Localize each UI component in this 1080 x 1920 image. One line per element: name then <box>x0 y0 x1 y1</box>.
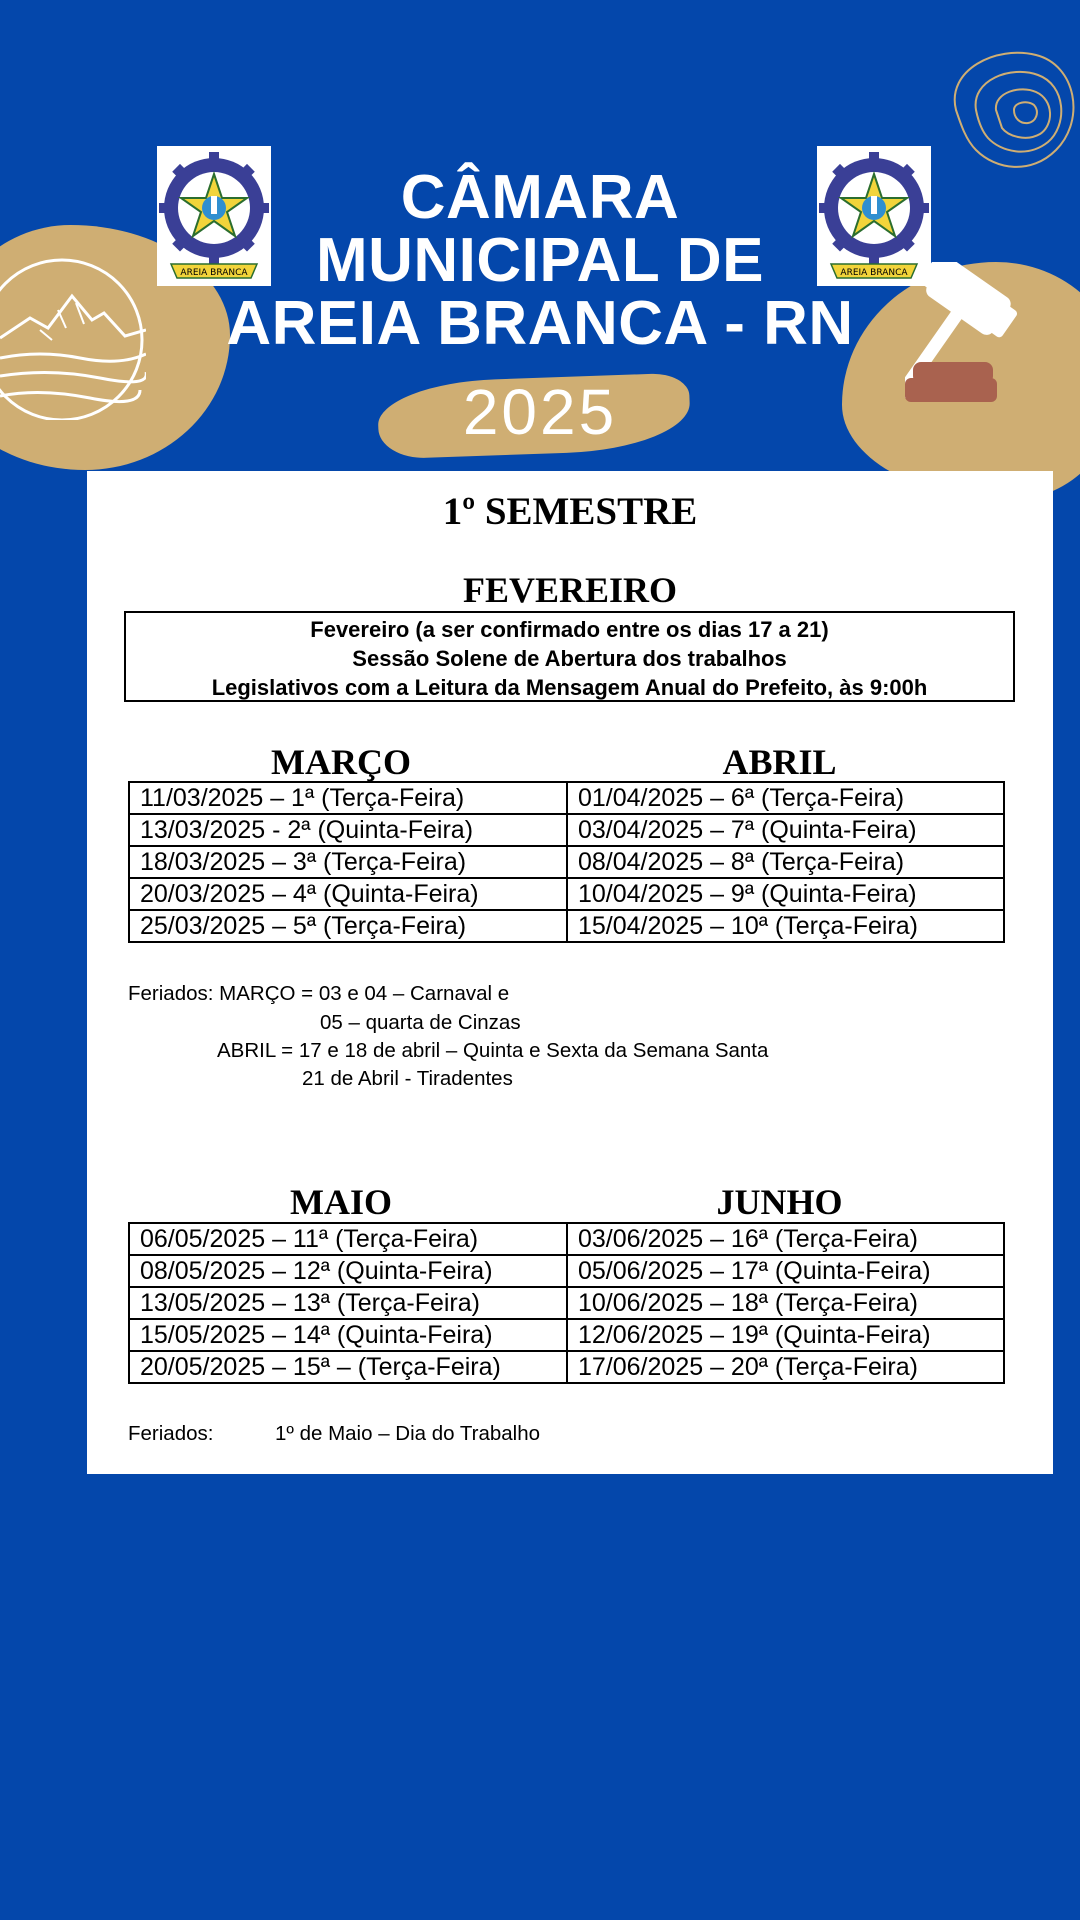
table-cell: 12/06/2025 – 19ª (Quinta-Feira) <box>567 1319 1004 1351</box>
table-cell: 10/04/2025 – 9ª (Quinta-Feira) <box>567 878 1004 910</box>
semester-heading: 1º SEMESTRE <box>442 490 698 533</box>
february-line-2: Sessão Solene de Abertura dos trabalhos <box>352 646 787 671</box>
table-cell: 03/04/2025 – 7ª (Quinta-Feira) <box>567 814 1004 846</box>
february-line-1: Fevereiro (a ser confirmado entre os dias 17 a 21) <box>310 617 829 642</box>
page-title <box>180 165 900 356</box>
table-cell: 20/03/2025 – 4ª (Quinta-Feira) <box>129 878 567 910</box>
table-cell: 01/04/2025 – 6ª (Terça-Feira) <box>567 782 1004 814</box>
calendar-document <box>87 471 1053 1474</box>
table-cell: 15/04/2025 – 10ª (Terça-Feira) <box>567 910 1004 942</box>
holidays-april-line-2: 21 de Abril - Tiradentes <box>302 1067 513 1090</box>
table-row <box>129 782 1004 814</box>
holidays-april-line-1: ABRIL = 17 e 18 de abril – Quinta e Sexta da Semana Santa <box>217 1039 769 1062</box>
holidays-march-line-2: 05 – quarta de Cinzas <box>320 1011 521 1034</box>
table-row <box>129 1255 1004 1287</box>
title-line-2: MUNICIPAL DE <box>315 226 765 295</box>
title-line-3: AREIA BRANCA - RN <box>226 289 854 358</box>
table-cell: 08/05/2025 – 12ª (Quinta-Feira) <box>129 1255 567 1287</box>
march-april-table <box>128 781 1005 943</box>
may-heading: MAIO <box>290 1182 392 1222</box>
table-cell: 13/05/2025 – 13ª (Terça-Feira) <box>129 1287 567 1319</box>
holidays-may-label: Feriados: <box>128 1422 214 1445</box>
table-cell: 05/06/2025 – 17ª (Quinta-Feira) <box>567 1255 1004 1287</box>
april-heading: ABRIL <box>722 742 837 782</box>
table-row <box>129 1319 1004 1351</box>
holidays-march-line-1: Feriados: MARÇO = 03 e 04 – Carnaval e <box>128 982 510 1005</box>
table-cell: 08/04/2025 – 8ª (Terça-Feira) <box>567 846 1004 878</box>
february-heading: FEVEREIRO <box>462 570 678 610</box>
table-row <box>129 1287 1004 1319</box>
year-label: 2025 <box>462 376 618 448</box>
title-line-1: CÂMARA <box>400 163 680 232</box>
march-heading: MARÇO <box>271 742 411 782</box>
table-cell: 15/05/2025 – 14ª (Quinta-Feira) <box>129 1319 567 1351</box>
seal-label: AREIA BRANCA <box>180 268 248 278</box>
table-cell: 10/06/2025 – 18ª (Terça-Feira) <box>567 1287 1004 1319</box>
mountain-icon <box>0 258 146 420</box>
table-row <box>129 814 1004 846</box>
table-row <box>129 1351 1004 1383</box>
table-row <box>129 878 1004 910</box>
table-cell: 11/03/2025 – 1ª (Terça-Feira) <box>129 782 567 814</box>
table-cell: 13/03/2025 - 2ª (Quinta-Feira) <box>129 814 567 846</box>
table-cell: 06/05/2025 – 11ª (Terça-Feira) <box>129 1223 567 1255</box>
may-june-table <box>128 1222 1005 1384</box>
table-cell: 18/03/2025 – 3ª (Terça-Feira) <box>129 846 567 878</box>
table-row <box>129 846 1004 878</box>
table-cell: 03/06/2025 – 16ª (Terça-Feira) <box>567 1223 1004 1255</box>
table-cell: 20/05/2025 – 15ª – (Terça-Feira) <box>129 1351 567 1383</box>
table-cell: 25/03/2025 – 5ª (Terça-Feira) <box>129 910 567 942</box>
february-notice <box>124 611 1015 702</box>
seal-label: AREIA BRANCA <box>840 268 908 278</box>
holidays-may-line: 1º de Maio – Dia do Trabalho <box>275 1422 541 1445</box>
table-cell: 17/06/2025 – 20ª (Terça-Feira) <box>567 1351 1004 1383</box>
february-line-3: Legislativos com a Leitura da Mensagem Anual do Prefeito, às 9:00h <box>211 675 928 700</box>
table-row <box>129 1223 1004 1255</box>
june-heading: JUNHO <box>716 1182 843 1222</box>
table-row <box>129 910 1004 942</box>
contour-lines-icon <box>936 40 1080 190</box>
